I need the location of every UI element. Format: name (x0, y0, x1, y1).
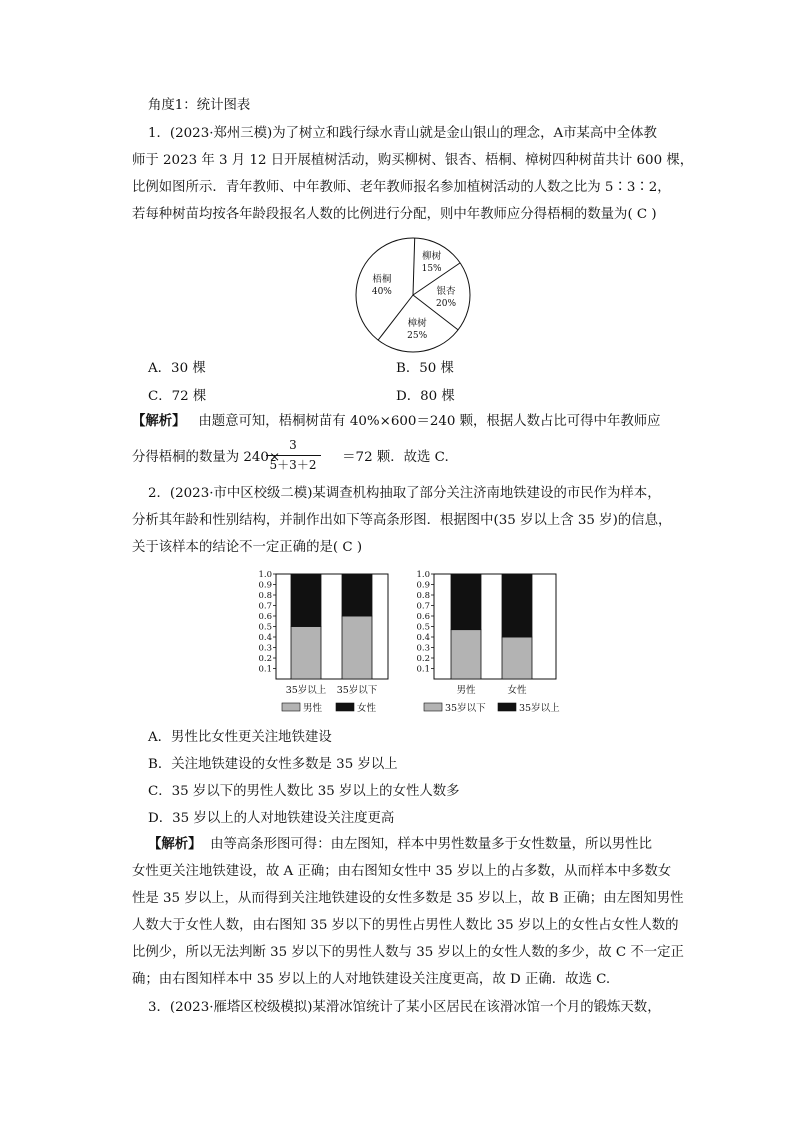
y-tick-label: 0.2 (416, 654, 430, 664)
pie-label-pct-3: 25% (407, 330, 428, 341)
q2-line-1: 2．(2023·市中区校级二模)某调查机构抽取了部分关注济南地铁建设的市民作为样本， (148, 486, 661, 501)
y-tick-label: 1.0 (416, 570, 430, 580)
y-tick-label: 0.8 (258, 591, 272, 601)
q2-analysis-line-4: 人数大于女性人数，由右图知 35 岁以下的男性占男性人数比 35 岁以上的女性占女性人数的 (132, 918, 679, 933)
q1-line-2: 师于 2023 年 3 月 12 日开展植树活动，购买柳树、银杏、梧桐、樟树四种树苗共计 600 棵， (132, 153, 694, 168)
bar-2-segment-2 (342, 574, 372, 616)
y-tick-label: 0.1 (416, 664, 430, 675)
y-tick-label: 0.2 (258, 654, 272, 664)
q1-option-d: D．80 棵 (396, 389, 455, 404)
bar-1-segment-2 (451, 574, 481, 630)
y-tick-label: 0.6 (416, 612, 430, 622)
q1-option-c: C．72 棵 (148, 389, 207, 404)
q1-option-b: B．50 棵 (396, 361, 454, 376)
x-category-label: 35岁以上 (285, 685, 327, 696)
bar-2-segment-1 (342, 616, 372, 679)
q2-analysis-line-1 (148, 835, 652, 855)
y-tick-label: 0.8 (416, 591, 430, 601)
analysis-tag: 【解析】 (132, 414, 186, 429)
q1-line-3: 比例如图所示．青年教师、中年教师、老年教师报名参加植树活动的人数之比为 5∶3∶2， (132, 180, 671, 195)
legend-swatch-2 (336, 703, 354, 711)
q2-line-3: 关于该样本的结论不一定正确的是( C ) (132, 540, 363, 555)
y-tick-label: 0.4 (416, 633, 430, 643)
q2-option-d: D．35 岁以上的人对地铁建设关注度更高 (148, 811, 395, 826)
bar-chart-left (256, 564, 406, 720)
q2-analysis-text-1: 由等高条形图可得：由左图知，样本中男性数量多于女性数量，所以男性比 (210, 837, 652, 852)
q1-analysis-post: ＝72 颗．故选 C. (342, 450, 449, 465)
pie-label-pct-2: 20% (436, 298, 457, 309)
y-tick-label: 0.7 (258, 601, 272, 612)
q1-line-1: 1．(2023·郑州三模)为了树立和践行绿水青山就是金山银山的理念，A市某高中全体教 (148, 126, 657, 141)
legend-label-2: 女性 (357, 703, 377, 714)
pie-label-name-3: 樟树 (407, 317, 427, 329)
legend-label-1: 男性 (303, 703, 323, 714)
q2-analysis-line-5: 比例少，所以无法判断 35 岁以下的男性人数与 35 岁以上的女性人数的多少，故 C 不一定正 (132, 945, 684, 960)
fraction-denominator: 5＋3＋2 (269, 458, 317, 472)
q3-line-1: 3．(2023·雁塔区校级模拟)某滑冰馆统计了某小区居民在该滑冰馆一个月的锻炼天数， (148, 1000, 661, 1015)
section-heading: 角度1：统计图表 (148, 98, 251, 113)
pie-label-name-4: 梧桐 (372, 273, 392, 285)
y-tick-label: 0.9 (416, 580, 430, 591)
pie-chart (350, 232, 476, 358)
fraction-numerator: 3 (289, 438, 297, 452)
q2-option-c: C．35 岁以下的男性人数比 35 岁以上的女性人数多 (148, 784, 460, 799)
legend-swatch-1 (424, 703, 442, 711)
q2-analysis-line-6: 确；由右图知样本中 35 岁以上的人对地铁建设关注度更高，故 D 正确．故选 C. (132, 972, 611, 987)
legend-swatch-2 (498, 703, 516, 711)
y-tick-label: 0.9 (258, 580, 272, 591)
pie-label-name-2: 银杏 (436, 285, 456, 297)
x-category-label: 女性 (507, 685, 527, 696)
pie-label-name-1: 柳树 (422, 251, 442, 263)
bar-2-segment-2 (502, 574, 532, 637)
bar-chart-right (414, 564, 574, 720)
q2-analysis-line-2: 女性更关注地铁建设，故 A 正确；由右图知女性中 35 岁以上的占多数，从而样本中多数女 (132, 864, 672, 879)
q1-analysis-line-1 (132, 412, 661, 432)
bar-1-segment-2 (291, 574, 321, 627)
x-category-label: 男性 (456, 685, 476, 696)
y-tick-label: 0.5 (416, 622, 430, 633)
y-tick-label: 1.0 (258, 570, 272, 580)
q2-option-b: B．关注地铁建设的女性多数是 35 岁以上 (148, 757, 398, 772)
q1-line-4: 若每种树苗均按各年龄段报名人数的比例进行分配，则中年教师应分得梧桐的数量为( C ) (132, 207, 657, 222)
q2-analysis-line-3: 性是 35 岁以上，从而得到关注地铁建设的女性多数是 35 岁以上，故 B 正确；由左图知男性 (132, 891, 684, 906)
legend-label-1: 35岁以下 (445, 703, 486, 714)
y-tick-label: 0.3 (416, 643, 430, 654)
q1-analysis-text-1: 由题意可知，梧桐树苗有 40%×600＝240 颗，根据人数占比可得中年教师应 (198, 414, 661, 429)
x-category-label: 35岁以下 (336, 685, 378, 696)
y-tick-label: 0.7 (416, 601, 430, 612)
y-tick-label: 0.6 (258, 612, 272, 622)
pie-label-pct-4: 40% (371, 286, 392, 297)
analysis-tag: 【解析】 (148, 837, 202, 852)
y-tick-label: 0.4 (258, 633, 272, 643)
y-tick-label: 0.5 (258, 622, 272, 633)
legend-swatch-1 (282, 703, 300, 711)
q1-option-a: A．30 棵 (148, 361, 206, 376)
bar-1-segment-1 (451, 630, 481, 679)
q2-line-2: 分析其年龄和性别结构，并制作出如下等高条形图．根据图中(35 岁以上含 35 岁)的信息， (132, 513, 672, 528)
q2-option-a: A．男性比女性更关注地铁建设 (148, 730, 332, 745)
bar-1-segment-1 (291, 627, 321, 680)
y-tick-label: 0.3 (258, 643, 272, 654)
bar-2-segment-1 (502, 637, 532, 679)
pie-label-pct-1: 15% (421, 264, 442, 275)
q1-analysis-pre: 分得梧桐的数量为 240× (132, 450, 281, 465)
y-tick-label: 0.1 (258, 664, 272, 675)
legend-label-2: 35岁以上 (519, 703, 560, 714)
